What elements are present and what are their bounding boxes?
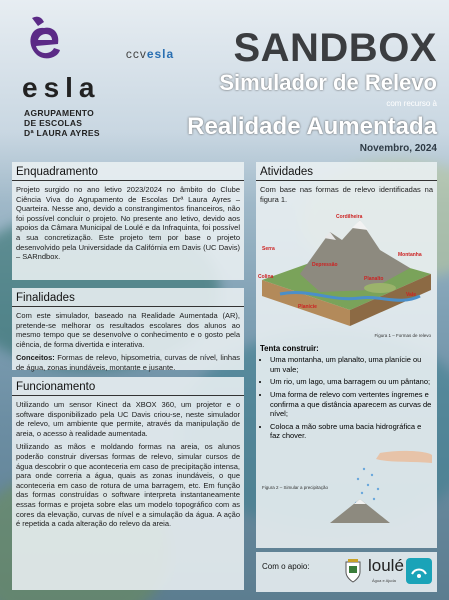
- list-item: • Um rio, um lago, uma barragem ou um pântano;: [270, 377, 433, 387]
- list-item: • Coloca a mão sobre uma bacia hidrográfica e faz chover.: [270, 422, 433, 441]
- esla-subtitle: [24, 108, 100, 138]
- loule-coat-of-arms-icon: [344, 558, 362, 584]
- atividades-intro: Com base nas formas de relevo identificadas na figura 1.: [260, 185, 433, 204]
- esla-word-part: esla: [146, 47, 175, 61]
- infraquinta-logo-icon: [406, 558, 432, 584]
- figure-label: Montanha: [398, 252, 422, 259]
- panel-apoio: [256, 552, 437, 592]
- enquadramento-text: Projeto surgido no ano letivo 2023/2024 no âmbito do Clube Ciência Viva do Agrupamento de Escolas Drª Laura Ayres – Quarteira. Nesse ano, devido a constrangimentos financeiros, não foi possível concluir o projeto. No presente ano letivo, devido aos apoios da Câmara Municipal de Loulé e da Infraquinta, foi possível a sua concretização. Este projeto tem por base o projeto desenvolvido pela Universidade da Califórnia em Davis (UC Davis) – SARndbox.: [16, 185, 240, 262]
- esla-logo-icon: [24, 14, 64, 72]
- concepts-label: Conceitos:: [16, 353, 55, 363]
- panel-atividades: [256, 162, 437, 548]
- figure-precipitation: [260, 445, 433, 525]
- loule-logo-sub: Água e Ajuda: [372, 578, 396, 583]
- try-title: Tenta construir:: [260, 344, 319, 354]
- funcionamento-p1: Utilizando um sensor Kinect da XBOX 360, um projetor e o software disponibilizado pela UC Davis criou-se, neste simulador de relevo, um ambiente que permite, através da manipulação de areia, o acesso à realidade aumentada.: [16, 400, 240, 438]
- figure-label: Serra: [262, 246, 275, 253]
- heading-funcionamento: Funcionamento: [12, 377, 244, 396]
- heading-finalidades: Finalidades: [12, 288, 244, 307]
- figure2-caption: Figura 2 – Simular a precipitação: [262, 484, 329, 490]
- esla-wordmark: esla: [22, 72, 101, 103]
- title-sub: Simulador de Relevo: [219, 70, 437, 95]
- esla-sub-line: Dª LAURA AYRES: [24, 128, 100, 138]
- list-item: • Uma montanha, um planalto, uma planície ou um vale;: [270, 355, 433, 374]
- heading-atividades: Atividades: [256, 162, 437, 181]
- figure-label: Planalto: [364, 276, 384, 283]
- esla-sub-line: DE ESCOLAS: [24, 118, 83, 128]
- list-item: • Uma forma de relevo com vertentes íngremes e confirma a que distância aparecem as curvas de nível;: [270, 390, 433, 419]
- concepts-text: Formas de relevo, hipsometria, curvas de nível, linhas de água, zonas inundáveis, montante e jusante.: [16, 353, 240, 372]
- relief-landscape-illustration: [260, 210, 433, 328]
- esla-sub-line: AGRUPAMENTO: [24, 108, 95, 118]
- finalidades-text: Com este simulador, baseado na Realidade Aumentada (AR), pretende-se melhorar os resultados escolares dos alunos ao mesmo tempo que se desenvolve o conhecimento e o gosto pela ciência, de forma divertida e interativa.: [16, 311, 240, 349]
- title-main: SANDBOX: [233, 26, 437, 70]
- figure-relief-forms: [260, 210, 433, 338]
- panel-enquadramento: [12, 162, 244, 280]
- ccv-icon: [135, 16, 165, 42]
- figure1-caption: Figura 1 – Formas de relevo: [374, 333, 431, 339]
- ccv-word-part: ccv: [125, 47, 147, 61]
- panel-funcionamento: [12, 377, 244, 590]
- ccvesla-wordmark: [110, 47, 190, 61]
- figure-label: Depressão: [312, 262, 338, 269]
- ccvesla-logo: [110, 16, 190, 61]
- figure-label: Planície: [298, 304, 317, 311]
- apoio-label: Com o apoio:: [262, 562, 310, 571]
- heading-enquadramento: Enquadramento: [12, 162, 244, 181]
- date: Novembro, 2024: [359, 143, 437, 154]
- loule-logo-text: loulé: [368, 556, 404, 575]
- funcionamento-p2: Utilizando as mãos e moldando formas na areia, os alunos poderão construir diversas formas de relevo, simular cursos de água descobrir o que aconteceria em caso de precipitação intensa, para onde correria a água, quais as zonas inundáveis, o que aconteceria em caso de rotura de uma barragem, etc. Em função das formas construídas o software interpreta instantaneamente essas formas e projeta sobre elas um modelo topográfico com as cores da elevação, curvas de nível e a simulação da água. A ação é repetida a cada alteração do relevo da areia.: [16, 442, 240, 529]
- finalidades-concepts: [16, 353, 240, 372]
- figure-label: Cordilheira: [336, 214, 363, 221]
- title-resource: com recurso à: [386, 99, 437, 108]
- figure-label: Colina: [258, 274, 274, 281]
- figure-label: Vale: [406, 292, 417, 299]
- panel-finalidades: [12, 288, 244, 370]
- title-ar: Realidade Aumentada: [187, 113, 437, 140]
- try-list: [256, 355, 437, 441]
